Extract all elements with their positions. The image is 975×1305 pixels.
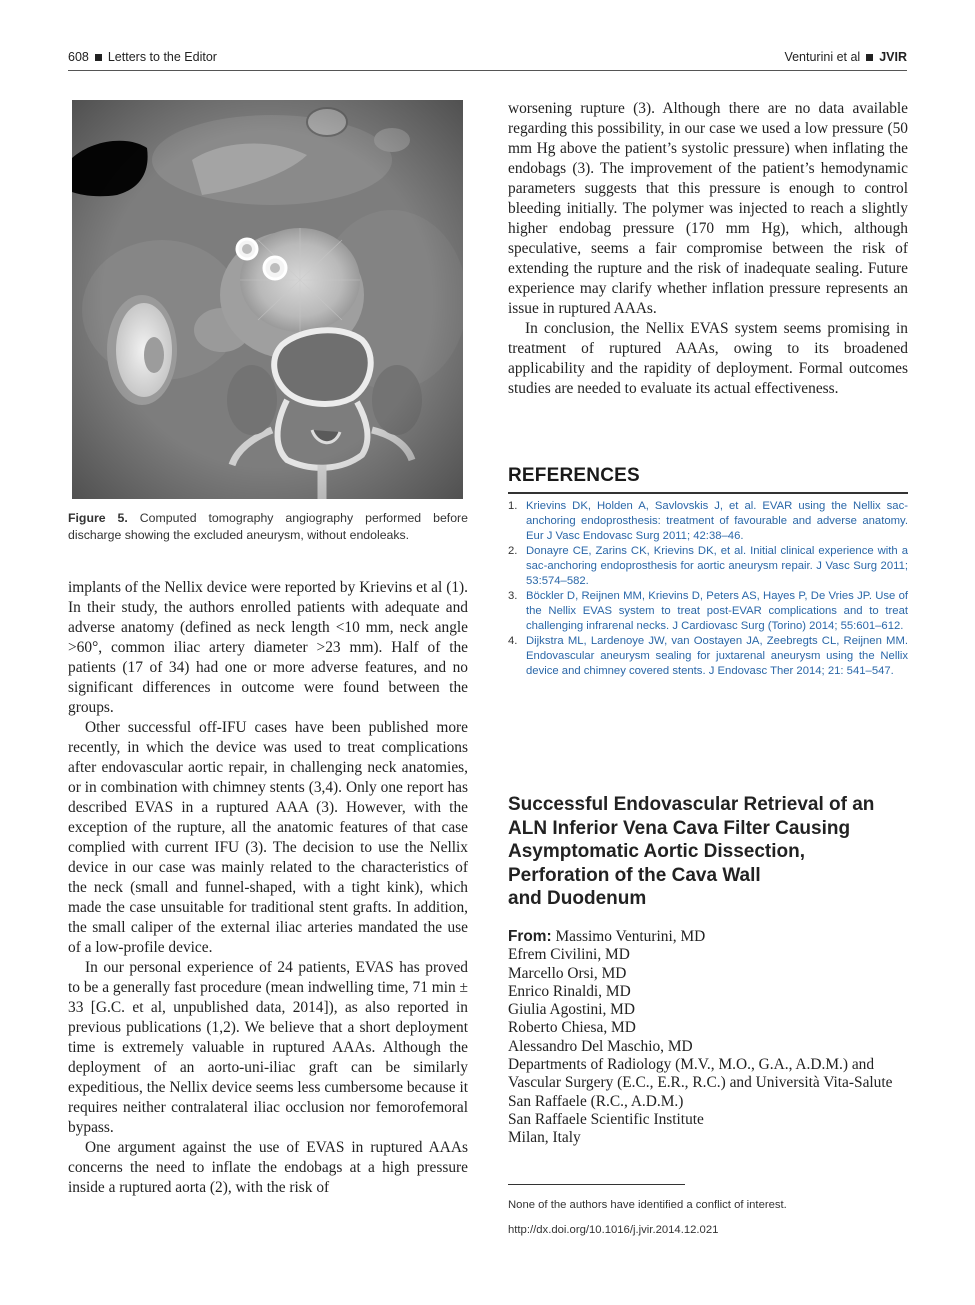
title-line: Asymptomatic Aortic Dissection, bbox=[508, 841, 806, 862]
reference-item[interactable] bbox=[508, 544, 908, 589]
reference-item[interactable] bbox=[508, 589, 908, 634]
doi-link[interactable]: http://dx.doi.org/10.1016/j.jvir.2014.12.021 bbox=[508, 1224, 719, 1236]
header-left bbox=[68, 50, 217, 64]
paragraph: implants of the Nellix device were reported by Krievins et al (1). In their study, the authors enrolled patients with adequate and adverse anatomy (defined as neck length <10 mm, neck angle >60°, common iliac artery diameter >23 mm). Half of the patients (17 of 34) had one or more adverse features, and no significant differences in outcome were found between the groups. bbox=[68, 579, 468, 716]
title-line: Perforation of the Cava Wall bbox=[508, 864, 761, 886]
author-line: Efrem Civilini, MD bbox=[508, 946, 630, 964]
paragraph: Other successful off-IFU cases have been published more recently, in which the device was used to treat complications after endovascular aortic repair, in challenging neck anatomies, or in combination with chimney stents (3,4). Only one report has described EVAS in a ruptured AAA (3). However, with the exception of the rupture, all the anatomic features of that case complied with current IFU (3). The decision to use the Nellix device in our case was mainly related to the characteristics of the neck (small and funnel-shaped, with a tight kink), which made the case unsuitable for traditional stent grafts. In addition, the small caliper of the external iliac arteries mandated the use of a low-profile device. bbox=[68, 719, 468, 956]
author-block bbox=[508, 928, 908, 1148]
paragraph: In our personal experience of 24 patients, EVAS has proved to be a generally fast procedure (mean indwelling time, 71 min ± 33 [G.C. et al, unpublished data, 2014]), as also reported in previous publications (1,2). We believe that a short deployment time is extremely valuable in ruptured AAAs. Although the deployment of an aorto-uni-iliac graft can be similarly expeditious, the Nellix device seems less cumbersome because it requires neither contralateral iliac occlusion nor femorofemoral bypass. bbox=[68, 959, 468, 1136]
conflict-of-interest-note: None of the authors have identified a conflict of interest. bbox=[508, 1199, 787, 1211]
reference-list bbox=[508, 499, 908, 679]
author-line: Roberto Chiesa, MD bbox=[508, 1019, 636, 1037]
article-title bbox=[508, 793, 908, 911]
title-line: Successful Endovascular Retrieval of an bbox=[508, 794, 875, 815]
running-header bbox=[68, 50, 907, 71]
page-number: 608 bbox=[68, 50, 89, 64]
reference-number: 2. bbox=[508, 545, 518, 557]
reference-text[interactable]: Donayre CE, Zarins CK, Krievins DK, et al. Initial clinical experience with a sac-anchoring endoprosthesis for aortic aneurysm repair. J Vasc Surg 2011; 53:574–582. bbox=[526, 545, 908, 587]
reference-text[interactable]: Krievins DK, Holden A, Savlovskis J, et al. EVAR using the Nellix sac-anchoring endoprosthesis: treatment of favourable and adverse anatomy. Eur J Vasc Endovasc Surg 2011; 42:38–46. bbox=[526, 500, 908, 542]
footnote-divider bbox=[508, 1184, 685, 1185]
affiliation-line: Milan, Italy bbox=[508, 1129, 581, 1147]
figure-label: Figure 5. bbox=[68, 511, 128, 525]
journal-name: JVIR bbox=[879, 50, 907, 64]
ct-scan-illustration bbox=[72, 100, 463, 499]
author-line: Enrico Rinaldi, MD bbox=[508, 982, 631, 1000]
section-name: Letters to the Editor bbox=[107, 50, 217, 64]
ct-figure-image bbox=[72, 100, 463, 499]
left-column-body bbox=[68, 578, 468, 1198]
title-line: and Duodenum bbox=[508, 888, 647, 909]
reference-number: 3. bbox=[508, 590, 518, 602]
references-heading: REFERENCES bbox=[508, 465, 908, 494]
reference-item[interactable] bbox=[508, 634, 908, 679]
figure-caption-text: Computed tomography angiography performed before discharge showing the excluded aneurysm, without endoleaks. bbox=[68, 511, 468, 542]
reference-number: 4. bbox=[508, 635, 518, 647]
square-bullet-icon bbox=[95, 54, 102, 61]
affiliation-line: San Raffaele Scientific Institute bbox=[508, 1110, 704, 1128]
affiliation-line: Vascular Surgery (E.C., E.R., R.C.) and Università Vita-Salute bbox=[508, 1074, 893, 1092]
author-line: Giulia Agostini, MD bbox=[508, 1001, 635, 1019]
affiliation-line: San Raffaele (R.C., A.D.M.) bbox=[508, 1092, 684, 1110]
author-line: Massimo Venturini, MD bbox=[555, 928, 706, 945]
from-label: From: bbox=[508, 928, 552, 945]
reference-text[interactable]: Böckler D, Reijnen MM, Krievins D, Peters AS, Hayes P, De Vries JP. Use of the Nellix EVAS system to treat post-EVAR complications and to treat challenging infrarenal necks. J Cardiovasc Surg (Torino) 2014; 55:601–612. bbox=[526, 590, 908, 632]
paragraph: In conclusion, the Nellix EVAS system seems promising in treatment of ruptured AAAs, owing to its broadened applicability and the rapidity of deployment. Formal outcomes studies are needed to evaluate its actual effectiveness. bbox=[508, 320, 908, 397]
reference-text[interactable]: Dijkstra ML, Lardenoye JW, van Oostayen JA, Zeebregts CL, Reijnen MM. Endovascular aneurysm sealing for juxtarenal aneurysm using the Nellix device and chimney covered stents. J Endovasc Ther 2014; 21: 541–547. bbox=[526, 635, 908, 677]
paragraph: One argument against the use of EVAS in ruptured AAAs concerns the need to inflate the endobags at a high pressure inside a ruptured aorta (2), with the risk of bbox=[68, 1139, 468, 1196]
author-line: Marcello Orsi, MD bbox=[508, 964, 627, 982]
paragraph: worsening rupture (3). Although there are no data available regarding this possibility, in our case we used a low pressure (50 mm Hg above the patient’s systolic pressure) when inflating the endobags (3). The improvement of the patient’s hemodynamic parameters suggests that this pressure is enough to control bleeding initially. The polymer was injected to reach a slightly higher endobag pressure (170 mm Hg), which, although speculative, seems a fair compromise between the risk of extending the rupture and the risk of inadequate sealing. Future experience may clarify whether inflation pressure represents an issue in ruptured AAAs. bbox=[508, 100, 908, 317]
right-column-body bbox=[508, 99, 908, 399]
figure-caption bbox=[68, 510, 468, 544]
reference-number: 1. bbox=[508, 500, 518, 512]
header-right bbox=[784, 50, 907, 64]
affiliation-line: Departments of Radiology (M.V., M.O., G.A., A.D.M.) and bbox=[508, 1056, 875, 1074]
author-line: Alessandro Del Maschio, MD bbox=[508, 1037, 693, 1055]
reference-item[interactable] bbox=[508, 499, 908, 544]
square-bullet-icon bbox=[866, 54, 873, 61]
header-authors: Venturini et al bbox=[784, 50, 861, 64]
title-line: ALN Inferior Vena Cava Filter Causing bbox=[508, 817, 851, 839]
